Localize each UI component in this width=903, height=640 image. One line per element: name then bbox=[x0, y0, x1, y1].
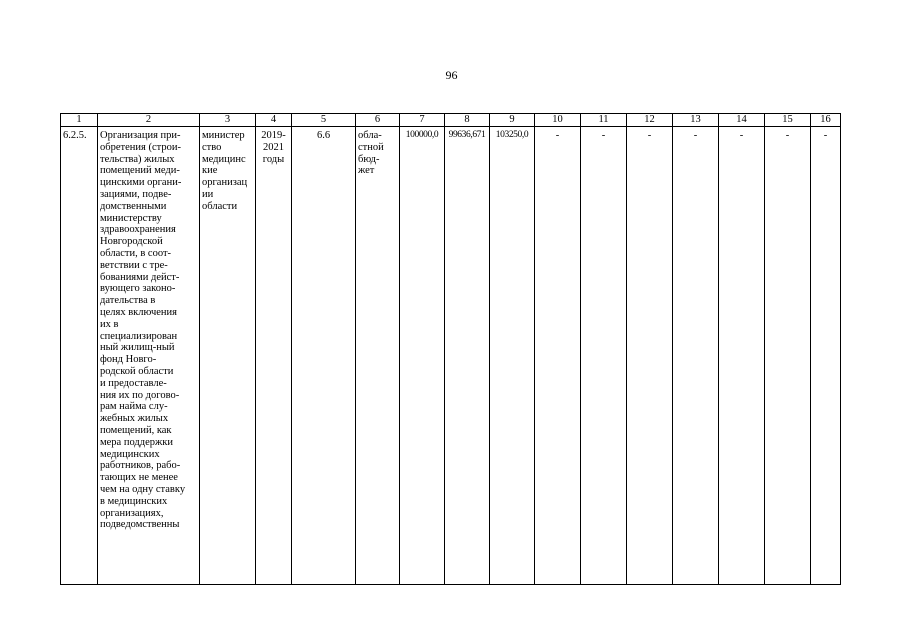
column-number: 4 bbox=[256, 114, 292, 127]
dash-cell: - bbox=[535, 127, 581, 585]
dash-cell: - bbox=[673, 127, 719, 585]
activity-description: Организация при- обретения (строи- тельства) жилых помещений меди- цинскими органи- зациями, подве- домственными министерству здравоохранения Новгородской области, в соот- ветствии с тре- бованиями дейст- вующего законо- дательства в целях включения их в специализирован ный жилищ-ный фонд Новго- родской области и предоставле- ния их по догово- рам найма слу- жебных жилых помещений, как мера поддержки медицинских работников, рабо- тающих не менее чем на одну ставку в медицинских организациях, подведомственны bbox=[98, 127, 200, 585]
column-number: 15 bbox=[765, 114, 811, 127]
row-number: 6.2.5. bbox=[61, 127, 98, 585]
column-number: 9 bbox=[490, 114, 535, 127]
dash-cell: - bbox=[719, 127, 765, 585]
executor-cell: министер ство медицинс кие организац ии области bbox=[200, 127, 256, 585]
column-number: 13 bbox=[673, 114, 719, 127]
column-number-row bbox=[61, 114, 841, 127]
program-table bbox=[60, 113, 841, 585]
dash-cell: - bbox=[627, 127, 673, 585]
funding-2019-cell: 100000,0 bbox=[400, 127, 445, 585]
column-number: 8 bbox=[445, 114, 490, 127]
funding-source-cell: обла- стной бюд- жет bbox=[356, 127, 400, 585]
table-row bbox=[61, 127, 841, 585]
period-cell: 2019- 2021 годы bbox=[256, 127, 292, 585]
column-number: 7 bbox=[400, 114, 445, 127]
column-number: 2 bbox=[98, 114, 200, 127]
column-number: 6 bbox=[356, 114, 400, 127]
dash-cell: - bbox=[581, 127, 627, 585]
column-number: 14 bbox=[719, 114, 765, 127]
funding-2020-cell: 99636,671 bbox=[445, 127, 490, 585]
dash-cell: - bbox=[811, 127, 841, 585]
column-number: 5 bbox=[292, 114, 356, 127]
column-number: 10 bbox=[535, 114, 581, 127]
target-indicator-cell: 6.6 bbox=[292, 127, 356, 585]
page-number: 96 bbox=[445, 68, 458, 82]
dash-cell: - bbox=[765, 127, 811, 585]
column-number: 12 bbox=[627, 114, 673, 127]
column-number: 11 bbox=[581, 114, 627, 127]
funding-2021-cell: 103250,0 bbox=[490, 127, 535, 585]
column-number: 16 bbox=[811, 114, 841, 127]
column-number: 1 bbox=[61, 114, 98, 127]
column-number: 3 bbox=[200, 114, 256, 127]
